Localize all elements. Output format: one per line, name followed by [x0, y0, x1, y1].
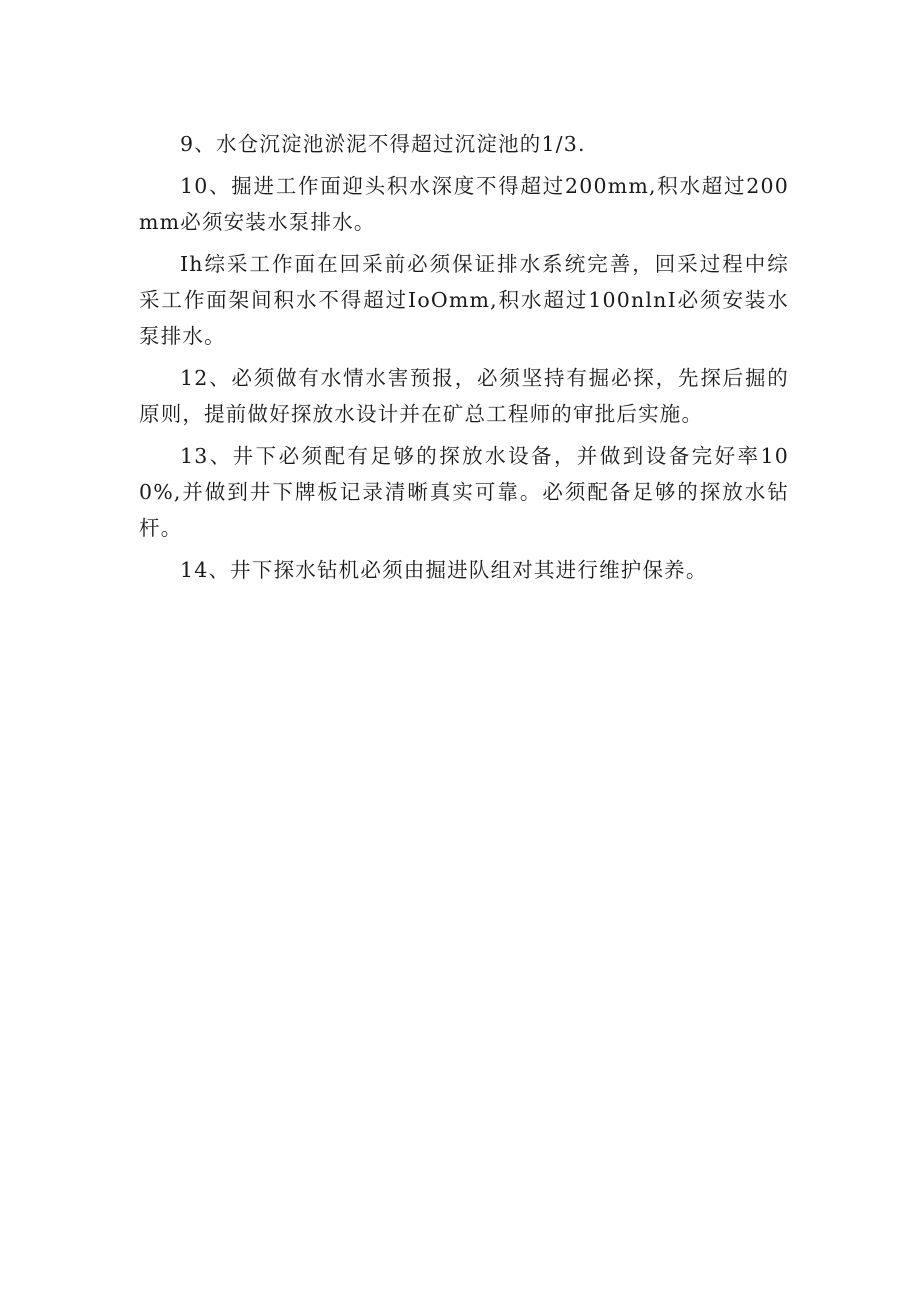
paragraph-item-9: 9、水仓沉淀池淤泥不得超过沉淀池的1/3. [180, 132, 586, 156]
paragraph-item-13: 13、井下必须配有足够的探放水设备，并做到设备完好率100%,并做到井下牌板记录清晰真实可靠。必须配备足够的探放水钻杆。 [139, 444, 789, 540]
paragraph-item-11: Ih综采工作面在回采前必须保证排水系统完善，回采过程中综采工作面架间积水不得超过IoOmm,积水超过100nlnI必须安装水泵排水。 [139, 252, 789, 348]
document-body [139, 126, 789, 594]
paragraph-item-14: 14、井下探水钻机必须由掘进队组对其进行维护保养。 [180, 558, 708, 582]
paragraph-item-12: 12、必须做有水情水害预报，必须坚持有掘必探，先探后掘的原则，提前做好探放水设计并在矿总工程师的审批后实施。 [139, 366, 789, 426]
paragraph-item-10: 10、掘进工作面迎头积水深度不得超过200mm,积水超过200mm必须安装水泵排水。 [139, 174, 789, 234]
